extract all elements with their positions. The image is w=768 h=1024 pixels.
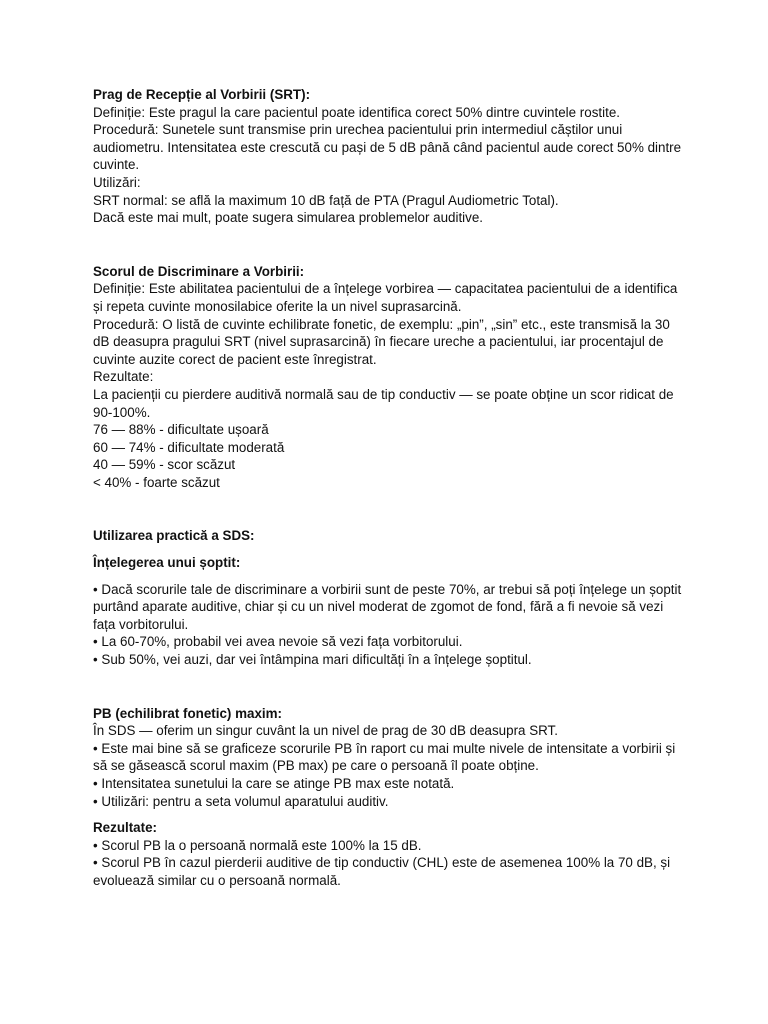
- list-item: • Este mai bine să se graficeze scorurile PB în raport cu mai multe nivele de intensitate a vorbirii și să se găsească scorul maxim (PB max) pe care o persoană îl poate obține.: [93, 740, 676, 774]
- list-item: • La 60-70%, probabil vei avea nevoie să vezi fața vorbitorului.: [93, 634, 463, 650]
- list-item: • Intensitatea sunetului la care se atinge PB max este notată.: [93, 776, 455, 791]
- sds-results-label: Rezultate:: [93, 369, 154, 385]
- whisper-subheading: Înțelegerea unui șoptit:: [93, 555, 241, 571]
- sds-section: [93, 263, 683, 492]
- sds-range-very-low: < 40% - foarte scăzut: [93, 474, 220, 490]
- practical-heading: Utilizarea practică a SDS:: [93, 528, 255, 544]
- list-item: • Dacă scorurile tale de discriminare a vorbirii sunt de peste 70%, ar trebui să poți înțelege un șoptit purtând aparate auditive, chiar și cu un nivel moderat de zgomot de fond, fără a fi nevoie să vezi fața vorbitorului.: [93, 581, 682, 632]
- srt-note: Dacă este mai mult, poate sugera simularea problemelor auditive.: [93, 210, 484, 226]
- list-item: • Scorul PB în cazul pierderii auditive de tip conductiv (CHL) este de asemenea 100% la 70 dB, și evoluează similar cu o persoană normală.: [93, 855, 671, 888]
- pbmax-intro: În SDS — oferim un singur cuvânt la un nivel de prag de 30 dB deasupra SRT.: [93, 723, 558, 739]
- practical-section: [93, 527, 683, 668]
- sds-range-moderate: 60 — 74% - dificultate moderată: [93, 439, 285, 455]
- sds-heading: Scorul de Discriminare a Vorbirii:: [93, 263, 305, 279]
- list-item: • Scorul PB la o persoană normală este 100% la 15 dB.: [93, 837, 422, 853]
- srt-definition: Definiție: Este pragul la care pacientul poate identifica corect 50% dintre cuvintele rostite.: [93, 104, 620, 120]
- list-item: • Sub 50%, vei auzi, dar vei întâmpina mari dificultăți în a înțelege șoptitul.: [93, 652, 532, 668]
- srt-heading: Prag de Recepție al Vorbirii (SRT):: [93, 87, 311, 102]
- sds-range-mild: 76 — 88% - dificultate ușoară: [93, 422, 269, 438]
- pbmax-section: [93, 705, 683, 890]
- sds-definition: Definiție: Este abilitatea pacientului de a înțelege vorbirea — capacitatea pacientului de a identifica și repeta cuvinte monosilabice oferite la un nivel suprasarcină.: [93, 281, 678, 314]
- sds-procedure: Procedură: O listă de cuvinte echilibrate fonetic, de exemplu: „pin”, „sin” etc., este transmisă la 30 dB deasupra pragului SRT (nivel suprasarcină) în fiecare ureche a pacientului, iar procentajul de cuvinte auzite corect de pacient este înregistrat.: [93, 316, 670, 367]
- sds-results-normal: La pacienții cu pierdere auditivă normală sau de tip conductiv — se poate obține un scor ridicat de 90-100%.: [93, 386, 674, 420]
- srt-normal: SRT normal: se află la maximum 10 dB față de PTA (Pragul Audiometric Total).: [93, 192, 559, 208]
- whisper-bullets: [93, 581, 683, 669]
- srt-uses-label: Utilizări:: [93, 174, 141, 190]
- pbmax-heading: PB (echilibrat fonetic) maxim:: [93, 705, 282, 721]
- srt-procedure: Procedură: Sunetele sunt transmise prin urechea pacientului prin intermediul căștilor unui audiometru. Intensitatea este crescută cu pași de 5 dB până când pacientul aude corect 50% dintre cuvinte.: [93, 122, 682, 173]
- pbmax-results-heading: Rezultate:: [93, 820, 157, 836]
- document-page: [93, 86, 683, 890]
- list-item: • Utilizări: pentru a seta volumul aparatului auditiv.: [93, 793, 389, 809]
- sds-range-low: 40 — 59% - scor scăzut: [93, 457, 236, 473]
- srt-section: [93, 86, 683, 227]
